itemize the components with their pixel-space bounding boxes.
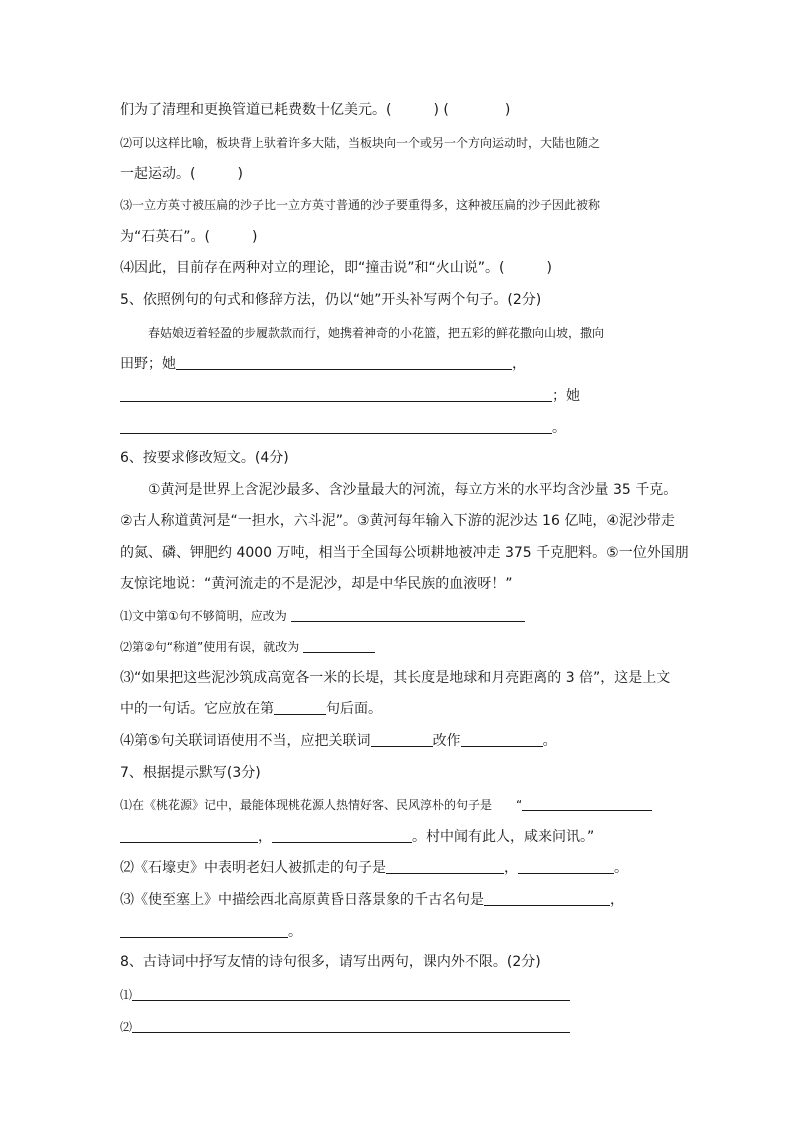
q7-subq-1-post: 。村中闻有此人，咸来问讯。”: [412, 829, 595, 845]
q5-blank-1[interactable]: [176, 355, 512, 370]
q6-subq-1-text: ⑴文中第①句不够简明，应改为: [120, 609, 287, 623]
q6-title: 6、按要求修改短文。(4分): [120, 450, 289, 466]
q5-answer-line-3: [120, 418, 566, 438]
q6-subq-3-line-1: ⑶“如果把这些泥沙筑成高宽各一米的长堤，其长度是地球和月亮距离的 3 倍”，这是上文: [120, 670, 671, 686]
q5-answer-line-1: [120, 354, 526, 374]
q7-subq-1-quote: “: [516, 798, 523, 812]
q7-subq-3-blank-2[interactable]: [120, 923, 288, 938]
q4-item-2-line-1: ⑵可以这样比喻，板块背上驮着许多大陆，当板块向一个或另一个方向运动时，大陆也随之: [120, 136, 601, 150]
q5-blank-3[interactable]: [120, 419, 552, 434]
q6-text-line-3: 的氮、磷、钾肥约 4000 万吨，相当于全国每公顷耕地被冲走 375 千克肥料。⑤一位外国朋: [120, 545, 689, 561]
q8-number-2: ⑵: [120, 1020, 133, 1034]
q5-semi-she: ；她: [552, 388, 580, 404]
q5-comma: ，: [512, 356, 526, 372]
q7-title: 7、根据提示默写(3分): [120, 765, 261, 781]
q7-subq-3-line-2: [120, 922, 302, 942]
q7-subq-3-blank-1[interactable]: [484, 891, 610, 906]
q6-subq-2-blank[interactable]: [303, 638, 375, 653]
q4-item-4: ⑷因此，目前存在两种对立的理论，即“撞击说”和“火山说”。( ): [120, 260, 552, 276]
q8-line-2: [120, 1017, 570, 1037]
q8-blank-2[interactable]: [132, 1018, 570, 1033]
q7-subq-3-comma: ，: [610, 892, 624, 908]
q6-subq-1: [120, 606, 525, 626]
q5-blank-2[interactable]: [120, 387, 552, 402]
q5-period: 。: [552, 420, 566, 436]
q4-item-2-line-2: 一起运动。( ): [120, 166, 243, 182]
q5-example-line-2: 田野；她: [120, 356, 176, 372]
q7-subq-3-line-1: [120, 890, 624, 910]
q6-subq-3-line-2: [120, 699, 382, 719]
q6-subq-4: [120, 731, 557, 751]
q7-subq-2-post: 。: [614, 860, 628, 876]
q7-subq-1-line-2: [120, 827, 594, 847]
q4-item-3-line-2: 为“石英石”。( ): [120, 229, 258, 245]
q7-subq-2-blank-2[interactable]: [518, 859, 614, 874]
q6-subq-2: [120, 637, 375, 657]
q7-subq-3-pre: ⑶《使至塞上》中描绘西北高原黄昏日落景象的千古名句是: [120, 892, 484, 908]
q7-subq-2-pre: ⑵《石壕吏》中表明老妇人被抓走的句子是: [120, 860, 386, 876]
q7-subq-1-blank-3[interactable]: [272, 828, 412, 843]
q6-subq-4-pre: ⑷第⑤句关联词语使用不当，应把关联词: [120, 733, 371, 749]
q5-answer-line-2: [120, 386, 580, 406]
q4-tail-line: 们为了清理和更换管道已耗费数十亿美元。( ) ( ): [120, 102, 511, 118]
q7-subq-3-post: 。: [288, 924, 302, 940]
q6-subq-4-post: 。: [542, 733, 557, 749]
q7-subq-2: [120, 858, 628, 878]
q6-subq-4-blank-2[interactable]: [461, 732, 543, 747]
q6-subq-4-blank-1[interactable]: [371, 732, 433, 747]
q8-number-1: ⑴: [120, 988, 133, 1002]
q6-text-line-1: ①黄河是世界上含泥沙最多、含沙量最大的河流，每立方米的水平均含沙量 35 千克。: [148, 482, 678, 498]
q6-text-line-2: ②古人称道黄河是“一担水，六斗泥”。③黄河每年输入下游的泥沙达 16 亿吨，④泥沙带走: [120, 513, 675, 529]
q7-subq-2-comma: ，: [504, 860, 518, 876]
q6-subq-3-pre: 中的一句话。它应放在第: [120, 701, 274, 717]
q6-subq-1-blank[interactable]: [291, 607, 525, 622]
q8-title: 8、古诗词中抒写友情的诗句很多，请写出两句，课内外不限。(2分): [120, 954, 541, 970]
q6-subq-3-blank[interactable]: [274, 700, 326, 715]
q7-subq-2-blank-1[interactable]: [386, 859, 504, 874]
q6-text-line-4: 友惊诧地说：“黄河流走的不是泥沙，却是中华民族的血液呀！”: [120, 576, 513, 592]
q6-subq-4-mid: 改作: [432, 733, 461, 749]
q4-item-3-line-1: ⑶一立方英寸被压扁的沙子比一立方英寸普通的沙子要重得多，这种被压扁的沙子因此被称: [120, 198, 601, 212]
q5-title: 5、依照例句的句式和修辞方法，仍以“她”开头补写两个句子。(2分): [120, 292, 542, 308]
q7-subq-1-pre: ⑴在《桃花源》记中，最能体现桃花源人热情好客、民风淳朴的句子是: [120, 798, 493, 812]
q7-subq-1-comma: ，: [258, 829, 272, 845]
q5-example-line-1: 春姑娘迈着轻盈的步履款款而行，她携着神奇的小花篮，把五彩的鲜花撒向山坡，撒向: [148, 326, 605, 340]
q8-line-1: [120, 985, 570, 1005]
q7-subq-1-blank-1[interactable]: [522, 796, 652, 811]
q8-blank-1[interactable]: [132, 986, 570, 1001]
q6-subq-2-text: ⑵第②句“称道”使用有误，就改为: [120, 640, 300, 654]
q6-subq-3-post: 句后面。: [326, 701, 382, 717]
q7-subq-1-line-1: [120, 795, 652, 815]
q7-subq-1-blank-2[interactable]: [120, 828, 258, 843]
